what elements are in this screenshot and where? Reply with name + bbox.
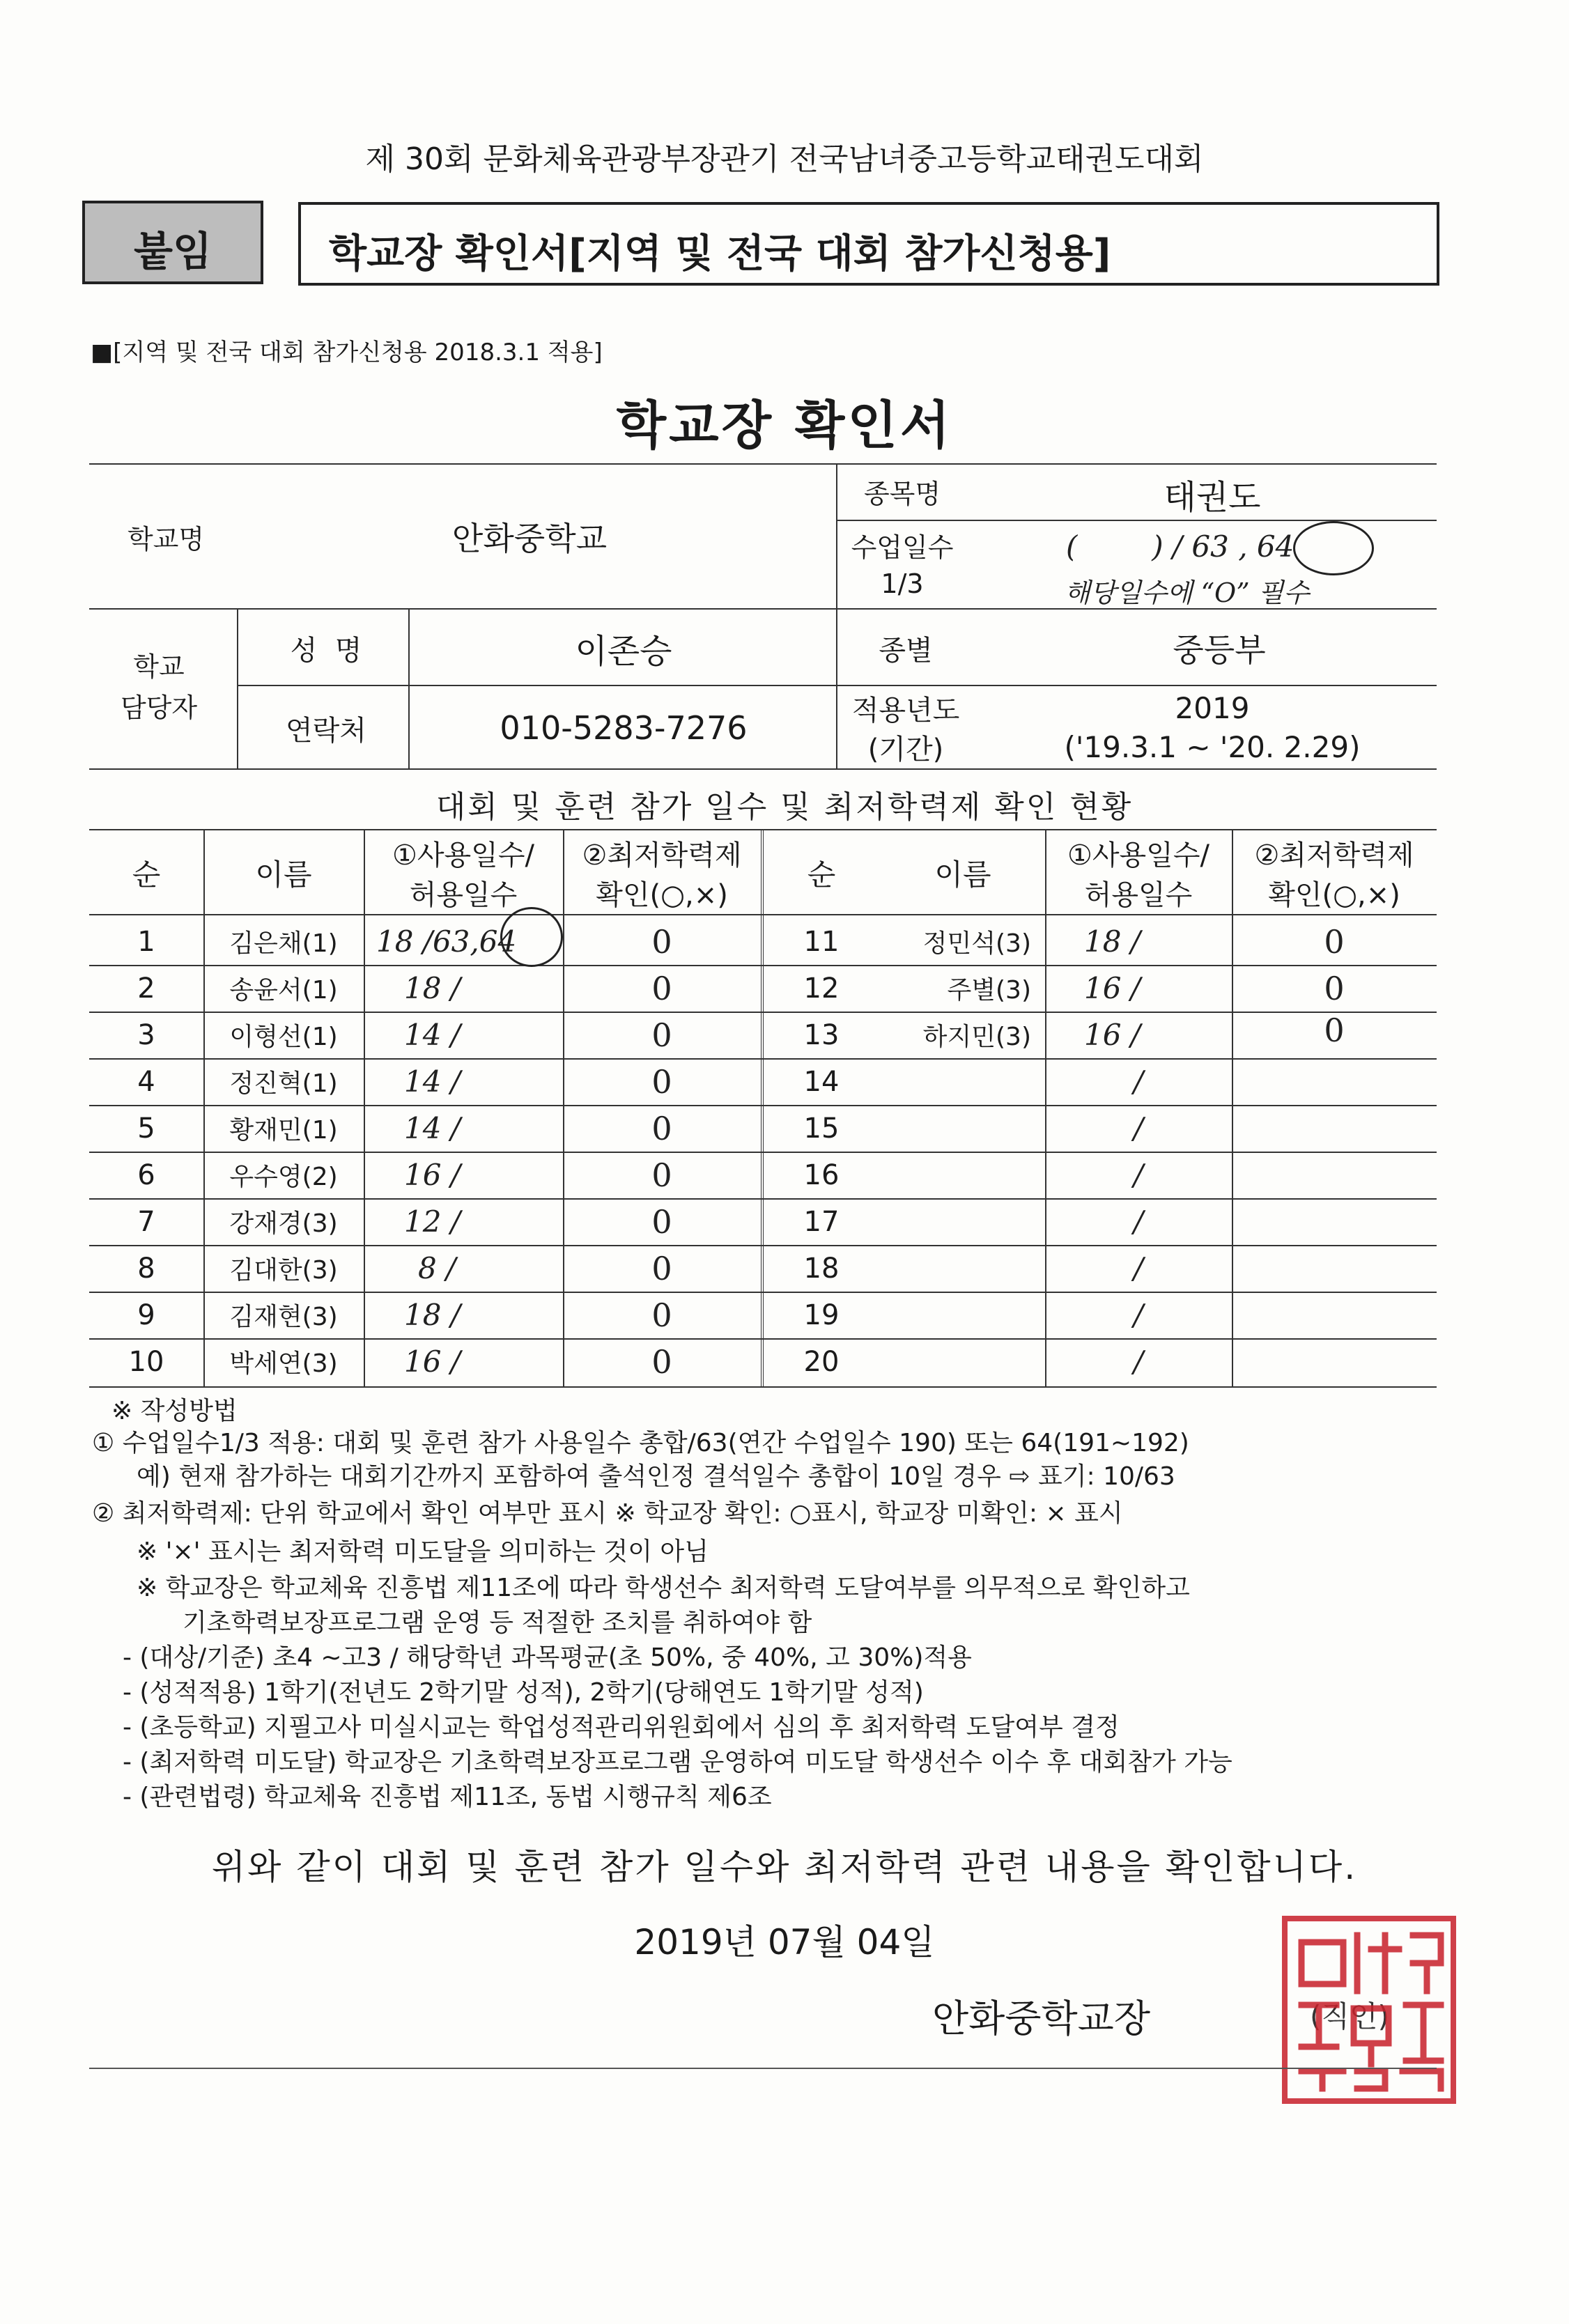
row-no: 18 <box>803 1252 840 1285</box>
confirm-statement: 위와 같이 대회 및 훈련 참가 일수와 최저학력 관련 내용을 확인합니다. <box>211 1847 1358 1887</box>
attach-badge <box>82 201 263 284</box>
year-value-1: 2019 <box>1175 690 1250 725</box>
row-days: 14 / <box>404 1111 461 1145</box>
row-days: 18 / <box>1084 924 1141 959</box>
contact-value: 010-5283-7276 <box>500 709 748 747</box>
row-name <box>881 1245 1045 1292</box>
sport-value: 태권도 <box>1164 477 1261 517</box>
row-name <box>881 1105 1045 1152</box>
row-days: / <box>1133 1345 1144 1379</box>
row-days: / <box>1133 1158 1144 1192</box>
row-days: / <box>1133 1064 1144 1099</box>
row-check: 0 <box>1324 1012 1345 1049</box>
table-row <box>0 965 1437 1012</box>
note-line: ※ '×' 표시는 최저학력 미도달을 의미하는 것이 아님 <box>137 1537 709 1566</box>
note-line: ※ 학교장은 학교체육 진흥법 제11조에 따라 학생선수 최저학력 도달여부를 의무적으로 확인하고 <box>137 1574 1190 1602</box>
row-days: 18 / <box>404 971 461 1005</box>
row-check: 0 <box>651 1202 672 1241</box>
note-line: - (대상/기준) 초4 ~고3 / 해당학년 과목평균(초 50%, 중 40%, 고 30%)적용 <box>123 1643 972 1672</box>
row-name: 우수영(2) <box>229 1163 338 1191</box>
row-days: / <box>1133 1111 1144 1145</box>
info-rule <box>89 768 1437 770</box>
header-check-2-left: 확인(○,×) <box>596 878 728 911</box>
seal-label: (직인) <box>1310 1999 1389 2034</box>
row-name: 박세연(3) <box>229 1349 338 1378</box>
row-check: 0 <box>651 1156 672 1194</box>
days-label-2: 1/3 <box>881 568 924 599</box>
row-no: 16 <box>803 1159 840 1191</box>
table-row <box>0 1245 1437 1292</box>
header-name-right: 이름 <box>934 857 991 892</box>
school-value: 안화중학교 <box>451 520 608 557</box>
row-no: 9 <box>137 1299 155 1331</box>
info-rule <box>836 520 1437 521</box>
row-no: 5 <box>137 1112 155 1145</box>
header-days-2-right: 허용일수 <box>1084 878 1193 911</box>
row-no: 3 <box>137 1018 155 1051</box>
header-check-1-right: ②최저학력제 <box>1254 839 1414 872</box>
row-days: / <box>1133 1251 1144 1285</box>
days-value: ( ) / 63 , 64 <box>1066 529 1294 564</box>
row-days: 16 / <box>1084 1018 1141 1052</box>
row-no: 17 <box>803 1205 840 1238</box>
row-name: 주별(3) <box>947 976 1031 1005</box>
header-check-1-left: ②최저학력제 <box>582 839 742 872</box>
note-line: - (성적적용) 1학기(전년도 2학기말 성적), 2학기(당해연도 1학기말 성적) <box>123 1678 924 1707</box>
row-name: 송윤서(1) <box>229 976 338 1005</box>
manager-label-2: 담당자 <box>120 692 198 723</box>
table-row-rule <box>89 1386 1437 1388</box>
row-name <box>881 1292 1045 1338</box>
row-check: 0 <box>651 969 672 1007</box>
note-line: ② 최저학력제: 단위 학교에서 확인 여부만 표시 ※ 학교장 확인: ○표시, 학교장 미확인: × 표시 <box>92 1499 1123 1528</box>
manager-label-1: 학교 <box>133 651 185 682</box>
row-check: 0 <box>651 922 672 961</box>
school-label: 학교명 <box>127 523 205 555</box>
row-no: 2 <box>137 972 155 1005</box>
row-name <box>881 1198 1045 1245</box>
table-row <box>0 1058 1437 1105</box>
row-check <box>1232 1105 1437 1152</box>
row-no: 7 <box>137 1205 155 1238</box>
row-name: 황재민(1) <box>229 1116 338 1145</box>
event-title: 제 30회 문화체육관광부장관기 전국남녀중고등학교태권도대회 <box>365 141 1204 177</box>
row-no: 10 <box>128 1345 164 1378</box>
table-row <box>0 1152 1437 1198</box>
row-days: / <box>1133 1204 1144 1239</box>
year-label-1: 적용년도 <box>851 694 960 727</box>
row-no: 15 <box>803 1112 840 1145</box>
row-no: 20 <box>803 1345 840 1378</box>
note-line: 기초학력보장프로그램 운영 등 적절한 조치를 취하여야 함 <box>183 1609 812 1637</box>
row-no: 19 <box>803 1299 840 1331</box>
name-label: 성 명 <box>290 634 362 667</box>
row-check: 0 <box>651 1062 672 1101</box>
row-days: 18 / <box>404 1298 461 1332</box>
header-days-2-left: 허용일수 <box>409 878 518 911</box>
row-check: 0 <box>651 1296 672 1334</box>
row-check: 0 <box>651 1109 672 1147</box>
row-days: 16 / <box>404 1345 461 1379</box>
date: 2019년 07월 04일 <box>634 1922 935 1962</box>
row-no: 1 <box>137 925 155 958</box>
row-days: 14 / <box>404 1064 461 1099</box>
header-name-left: 이름 <box>255 857 312 892</box>
attach-label: 붙임 <box>133 228 212 275</box>
row-check <box>1232 1338 1437 1385</box>
header-no-right: 순 <box>807 857 836 892</box>
row-name: 김은채(1) <box>229 929 338 958</box>
table-row <box>0 1012 1437 1058</box>
year-value-2: ('19.3.1 ~ '20. 2.29) <box>1064 729 1361 764</box>
header-days-1-left: ①사용일수/ <box>392 839 534 872</box>
days-note: 해당일수에 “O” 필수 <box>1065 578 1310 608</box>
table-row <box>0 918 1437 965</box>
row-name: 이형선(1) <box>229 1023 338 1051</box>
principal-signature: 안화중학교장 <box>932 1997 1150 2040</box>
document-title: 학교장 확인서 <box>616 396 953 456</box>
row-check <box>1232 1245 1437 1292</box>
row-name <box>881 1152 1045 1198</box>
row-check: 0 <box>651 1342 672 1381</box>
row-check: 0 <box>651 1016 672 1054</box>
row-no: 4 <box>137 1065 155 1098</box>
notes-heading: ※ 작성방법 <box>111 1397 238 1425</box>
row-name: 정진혁(1) <box>229 1069 338 1098</box>
category-label: 종별 <box>879 634 933 667</box>
note-line: - (초등학교) 지필고사 미실시교는 학업성적관리위원회에서 심의 후 최저학력 도달여부 결정 <box>123 1713 1120 1742</box>
form-title-box <box>298 202 1439 286</box>
row-check: 0 <box>1324 969 1345 1007</box>
row-days: 18 /63,64 <box>376 924 517 959</box>
row-check <box>1232 1152 1437 1198</box>
row-days: 16 / <box>1084 971 1141 1005</box>
info-rule-top <box>89 463 1437 465</box>
row-name: 강재경(3) <box>229 1209 338 1238</box>
seal-icon <box>1288 1921 1451 2098</box>
row-check: 0 <box>651 1249 672 1287</box>
row-no: 12 <box>803 972 840 1005</box>
row-name: 김재현(3) <box>229 1303 338 1331</box>
table-row <box>0 1292 1437 1338</box>
info-divider <box>237 608 238 768</box>
row-no: 6 <box>137 1159 155 1191</box>
form-note: ■[지역 및 전국 대회 참가신청용 2018.3.1 적용] <box>91 339 603 366</box>
row-name <box>881 1338 1045 1385</box>
row-days: 8 / <box>418 1251 456 1285</box>
note-line: 예) 현재 참가하는 대회기간까지 포함하여 출석인정 결석일수 총합이 10일 경우 ⇨ 표기: 10/63 <box>137 1462 1175 1491</box>
official-seal <box>1282 1916 1456 2104</box>
table-row <box>0 1338 1437 1385</box>
note-line: ① 수업일수1/3 적용: 대회 및 훈련 참가 사용일수 총합/63(연간 수업일수 190) 또는 64(191~192) <box>92 1429 1189 1457</box>
row-name: 정민석(3) <box>922 929 1031 958</box>
note-line: - (관련법령) 학교체육 진흥법 제11조, 동법 시행규칙 제6조 <box>123 1783 772 1811</box>
header-days-1-right: ①사용일수/ <box>1067 839 1209 872</box>
sport-label: 종목명 <box>863 478 941 509</box>
row-no: 8 <box>137 1252 155 1285</box>
form-title: 학교장 확인서[지역 및 전국 대회 참가신청용] <box>329 231 1111 277</box>
row-name <box>881 1058 1045 1105</box>
section-title: 대회 및 훈련 참가 일수 및 최저학력제 확인 현황 <box>435 789 1134 825</box>
row-days: 12 / <box>404 1204 461 1239</box>
note-line: - (최저학력 미도달) 학교장은 기초학력보장프로그램 운영하여 미도달 학생선수 이수 후 대회참가 가능 <box>123 1748 1232 1776</box>
header-check-2-right: 확인(○,×) <box>1268 878 1400 911</box>
row-check <box>1232 1058 1437 1105</box>
row-days: 14 / <box>404 1018 461 1052</box>
row-name: 김대한(3) <box>229 1256 338 1285</box>
row-days: / <box>1133 1298 1144 1332</box>
row-no: 14 <box>803 1065 840 1098</box>
row-no: 11 <box>803 925 840 958</box>
year-label-2: (기간) <box>867 733 944 766</box>
row-check <box>1232 1198 1437 1245</box>
category-value: 중등부 <box>1173 631 1266 669</box>
contact-label: 연락처 <box>286 714 366 747</box>
days-circle-64 <box>1293 521 1374 575</box>
bottom-rule <box>89 2068 1437 2069</box>
row-check <box>1232 1292 1437 1338</box>
row-days: 16 / <box>404 1158 461 1192</box>
table-row <box>0 1198 1437 1245</box>
row-check: 0 <box>1324 922 1345 961</box>
row-name: 하지민(3) <box>922 1023 1031 1051</box>
table-row <box>0 1105 1437 1152</box>
info-divider <box>408 608 410 768</box>
row-no: 13 <box>803 1018 840 1051</box>
name-value: 이존승 <box>575 631 672 671</box>
header-no-left: 순 <box>132 857 161 892</box>
days-label-1: 수업일수 <box>851 532 954 563</box>
